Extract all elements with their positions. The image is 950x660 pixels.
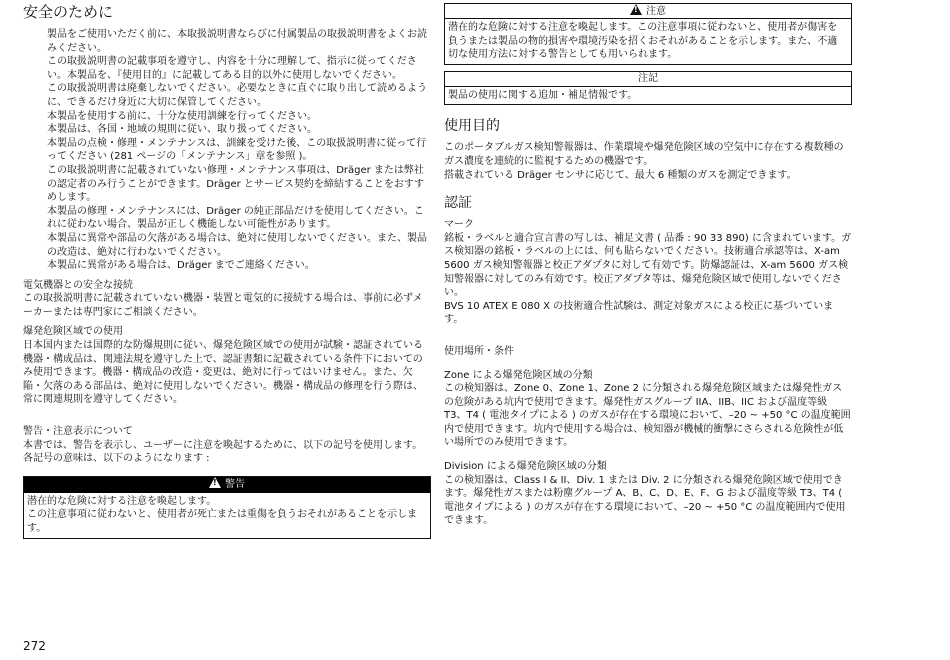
mark-text: 銘板・ラベルと適合宣言書の写しは、補足文書 ( 品番 : 90 33 890) に含まれています。ガス検知器の銘板・ラベルの上には、何も貼らないでください。技術適合承認等は、X-am 5600 ガス検知警報器と校正アダプタに対して有効です。防爆認証は、X-am 5600 ガス検知警報器に対してのみ有効です。校正アダプタ等は、爆発危険区域で使用しないでください。 — [444, 232, 852, 299]
explosion-heading: 爆発危険区域での使用 — [23, 326, 123, 338]
warnings-text: 本書では、警告を表示し、ユーザーに注意を喚起するために、以下の記号を使用します。各記号の意味は、以下のようになります : — [23, 439, 423, 465]
intro-line: この取扱説明書に記載されていない修理・メンテナンス事項は、Dräger または弊社の認定者のみ行うことができます。Dräger とサービス契約を締結することをおすすめします。 — [47, 164, 425, 204]
explosion-text: 日本国内または国際的な防爆規則に従い、爆発危険区域での使用が試験・認証されている機器・構成品は、関連法規を遵守した上で、認証書類に記載されている条件下においてのみ使用できます。機器・構成品の改造・変更は、絶対に行ってはいけません。また、欠陥・欠落のある部品は、絶対に使用しないでください。機器・構成品の修理を行う際は、常に関連規則を遵守してください。 — [23, 340, 423, 406]
mark-heading: マーク — [444, 219, 474, 231]
intro-line: 本製品に異常や部品の欠落がある場合は、絶対に使用しないでください。また、製品の改造は、絶対に行わないでください。 — [47, 232, 427, 258]
caution-box-body — [445, 19, 851, 64]
zone-text: この検知器は、Zone 0、Zone 1、Zone 2 に分類される爆発危険区域または爆発性ガスの危険がある坑内で使用できます。爆発性ガスグループ IIA、IIB、IIC および温度等級 T3、T4 ( 電池タイプによる ) のガスが存在する環境において、–20 ~ +50 °C の温度範囲内で使用できます。坑内で使用する場合は、検知器が機械的衝撃にさらされる危険性が低い場所でのみ使用できます。 — [444, 383, 851, 449]
caution-label: 注意 — [646, 6, 666, 17]
intro-line: 本製品の修理・メンテナンスには、Dräger の純正部品だけを使用してください。これに従わない場合、製品が正しく機能しない可能性があります。 — [47, 205, 424, 231]
warning-line-2: この注意事項に従わないと、使用者が死亡または重傷を負うおそれがあることを示します。 — [27, 509, 417, 534]
bvs-text: BVS 10 ATEX E 080 X の技術適合性試験は、測定対象ガスによる校正に基づいています。 — [444, 300, 834, 326]
caution-box — [444, 3, 852, 65]
purpose-text-1: このポータブルガス検知警報器は、作業環境や爆発危険区域の空気中に存在する複数種のガス濃度を連続的に監視するための機器です。 — [444, 142, 844, 167]
caution-text: 潜在的な危険に対する注意を喚起します。この注意事項に従わないと、使用者が傷害を負うまたは製品の物的損害や環境汚染を招くおそれがあることを示します。また、不適切な使用方法に対する警告としても用いられます。 — [448, 22, 838, 61]
certification-title: 認証 — [444, 195, 472, 212]
intro-line: この取扱説明書は廃棄しないでください。必要なときに直ぐに取り出して読めるように、できるだけ身近に大切に保管してください。 — [47, 83, 427, 108]
left-column — [23, 0, 431, 539]
safety-intro — [47, 28, 431, 273]
purpose-title: 使用目的 — [444, 118, 500, 135]
intro-line: この取扱説明書の記載事項を遵守し、内容を十分に理解して、指示に従ってください。本製品を、『使用目的』に記載してある目的以外に使用しないでください。 — [47, 56, 417, 81]
division-text: この検知器は、Class I & II、Div. 1 または Div. 2 に分類される爆発危険区域で使用できます。爆発性ガスまたは粉塵グループ A、B、C、D、E、F、G および温度等級 T3、T4 ( 電池タイプによる ) のガスが存在する環境において、–20 ~ +50 °C の温度範囲内で使用できます。 — [444, 474, 846, 527]
warning-box — [23, 476, 431, 539]
right-column — [444, 3, 852, 528]
intro-line: 本製品に異常がある場合は、Dräger までご連絡ください。 — [47, 260, 315, 272]
intro-line: 本製品の点検・修理・メンテナンスは、訓練を受けた後、この取扱説明書に従って行ってください (281 ページの「メンテナンス」章を参照 )。 — [47, 137, 427, 163]
caution-box-header — [445, 4, 851, 19]
electrical-heading: 電気機器との安全な接続 — [23, 279, 133, 291]
note-text: 製品の使用に関する追加・補足情報です。 — [448, 89, 638, 101]
warning-triangle-icon: ! — [209, 477, 221, 488]
intro-line: 本製品は、各国・地域の規則に従い、取り扱ってください。 — [47, 124, 317, 136]
page-title: 安全のために — [23, 3, 114, 21]
division-heading: Division による爆発危険区域の分類 — [444, 461, 607, 473]
warning-line-1: 潜在的な危険に対する注意を喚起します。 — [27, 495, 217, 507]
note-box-body — [445, 87, 851, 105]
intro-line: 製品をご使用いただく前に、本取扱説明書ならびに付属製品の取扱説明書をよくお読みください。 — [47, 29, 427, 54]
warning-box-body — [24, 493, 430, 538]
note-box-header: 注記 — [445, 72, 851, 87]
warnings-heading: 警告・注意表示について — [23, 426, 133, 438]
intro-line: 本製品を使用する前に、十分な使用訓練を行ってください。 — [47, 110, 317, 122]
conditions-heading: 使用場所・条件 — [444, 345, 514, 357]
purpose-text-2: 搭載されている Dräger センサに応じて、最大 6 種類のガスを測定できます。 — [444, 169, 797, 181]
caution-triangle-icon: ! — [630, 4, 642, 15]
warning-label: 警告 — [225, 478, 245, 490]
warning-box-header — [24, 477, 430, 493]
zone-heading: Zone による爆発危険区域の分類 — [444, 369, 593, 381]
electrical-text: この取扱説明書に記載されていない機器・装置と電気的に接続する場合は、事前に必ずメーカーまたは専門家にご相談ください。 — [23, 293, 423, 318]
note-box — [444, 71, 852, 106]
page-number: 272 — [23, 639, 46, 653]
